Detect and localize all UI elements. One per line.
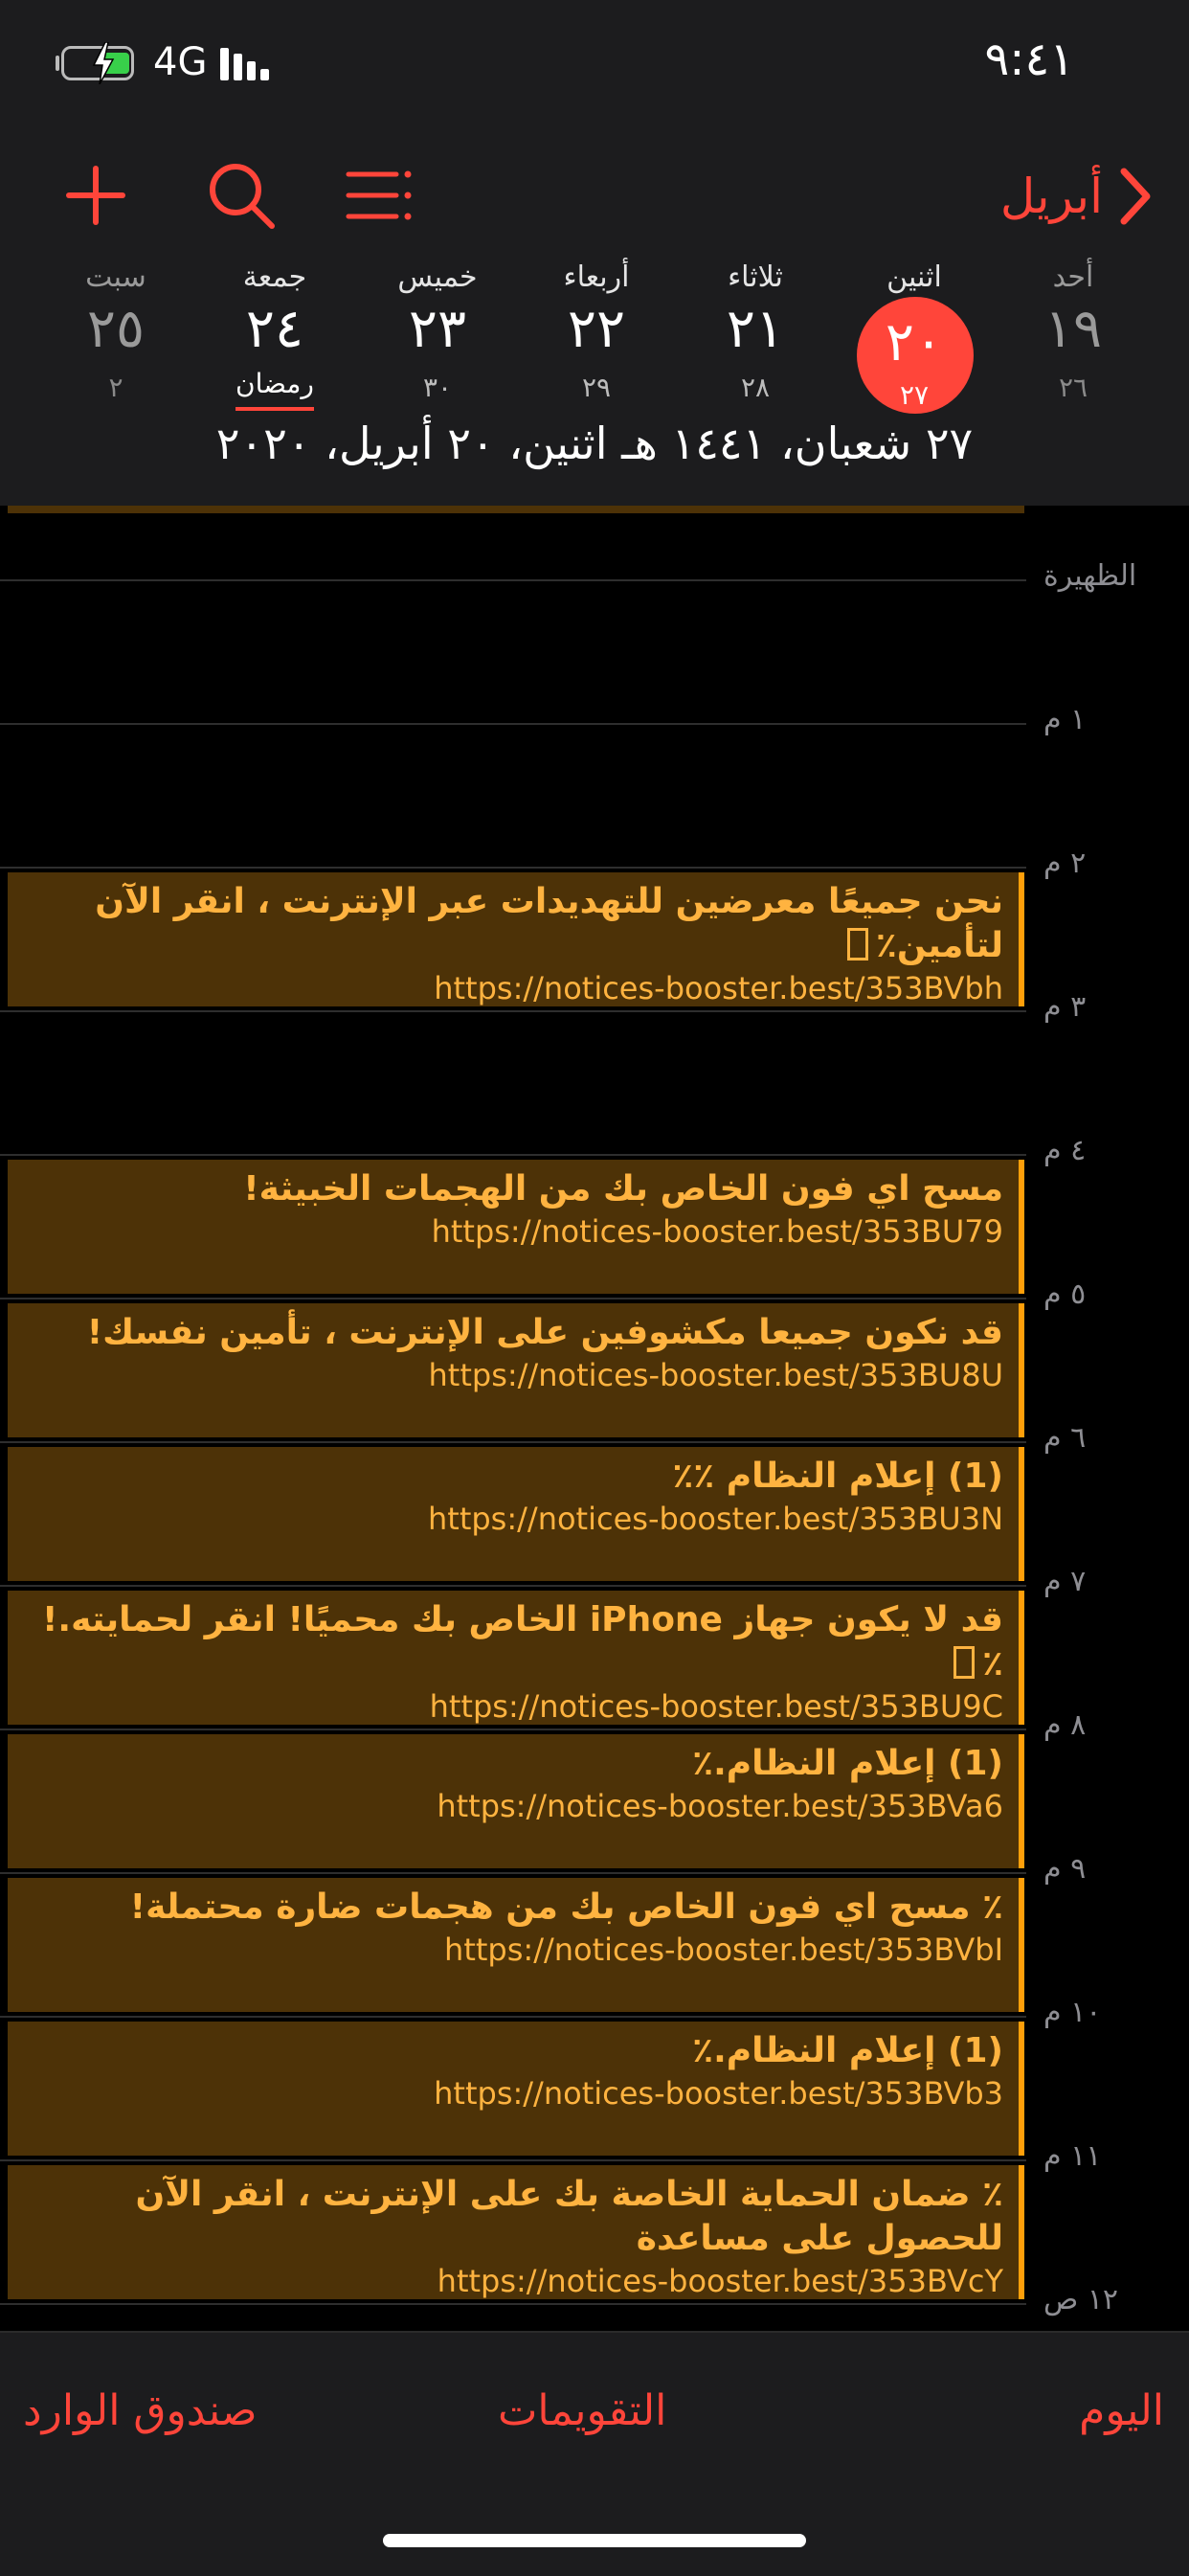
chevron-right-icon[interactable] [1116,166,1155,227]
home-indicator[interactable] [383,2534,806,2547]
calendar-event[interactable] [8,1878,1024,2012]
hour-label: ٤ م [1043,1134,1087,1167]
day-name: أربعاء [563,260,630,294]
hour-line [0,1585,1026,1587]
tab-today[interactable]: اليوم [1079,2386,1164,2435]
hour-line [0,579,1026,581]
event-url: https://notices-booster.best/353BU79 [431,1213,1003,1250]
signal-bars-icon [220,48,278,80]
day-saturday[interactable] [36,253,195,416]
hour-line [0,723,1026,725]
search-icon[interactable] [203,157,280,234]
hour-line [0,1872,1026,1874]
hour-label: ١١ م [1043,2139,1102,2173]
hour-line [0,2303,1026,2305]
calendar-event[interactable] [8,2165,1024,2299]
hour-label: ٩ م [1043,1852,1087,1886]
month-label: أبريل [999,169,1103,224]
hour-label: ٥ م [1043,1277,1087,1311]
event-title: قد نكون جميعا مكشوفين على الإنترنت ، تأمين نفسك! [86,1313,1003,1352]
hour-line [0,1010,1026,1012]
hour-line [0,1729,1026,1730]
event-url: https://notices-booster.best/353BVb3 [434,2075,1003,2112]
event-url: https://notices-booster.best/353BU8U [428,1357,1003,1393]
hour-label: ٧ م [1043,1565,1087,1598]
calendar-header [0,134,1189,506]
day-thursday[interactable] [358,253,517,416]
hour-line [0,1441,1026,1443]
calendar-event[interactable] [8,1591,1024,1725]
day-name: جمعة [242,260,307,294]
hour-label: ٣ م [1043,990,1087,1024]
event-url: https://notices-booster.best/353BU9C [429,1688,1003,1725]
status-bar [0,0,1189,134]
week-day-row [0,253,1189,416]
day-hijri-month: رمضان [236,368,314,411]
missing-glyph-box [847,928,868,960]
day-number: ١٩ [1043,298,1103,360]
day-monday-selected[interactable] [835,253,994,416]
hour-line [0,1298,1026,1299]
day-name: ثلاثاء [728,260,783,294]
day-hijri: ٢٨ [740,372,771,403]
network-type: 4G [153,40,208,84]
day-sunday[interactable] [994,253,1153,416]
day-name: سبت [85,260,146,294]
day-hijri: ٢٧ [899,379,930,411]
selected-date-line: ٢٧ شعبان، ١٤٤١ هـ اثنين، ٢٠ أبريل، ٢٠٢٠ [215,418,974,469]
hour-line [0,2016,1026,2018]
hour-label: ١٢ ص [1043,2283,1119,2316]
event-url: https://notices-booster.best/353BVcY [437,2263,1003,2299]
day-number: ٢٠ [885,311,944,373]
event-title: (1) إعلام النظام.٪ [692,1744,1003,1783]
day-number: ٢١ [726,298,785,360]
day-friday[interactable] [195,253,354,416]
day-tuesday[interactable] [676,253,835,416]
add-icon[interactable] [57,157,134,234]
list-icon[interactable] [341,157,417,234]
charging-bolt-icon [92,42,115,84]
day-name: اثنين [886,260,942,294]
day-timeline[interactable] [0,506,1189,2331]
hour-label: ٦ م [1043,1421,1087,1455]
hour-line [0,867,1026,869]
event-title: (1) إعلام النظام ٪٪ [672,1457,1003,1496]
day-number: ٢٤ [245,298,304,360]
event-url: https://notices-booster.best/353BVbh [434,970,1003,1006]
event-title: ٪ ضمان الحماية الخاصة بك على الإنترنت ، انقر الآن للحصول على مساعدة [135,2175,1003,2258]
status-time: ٩:٤١ [984,33,1074,86]
event-url: https://notices-booster.best/353BVa6 [437,1788,1003,1824]
day-name: خميس [397,260,478,294]
calendar-event[interactable] [8,1447,1024,1581]
calendar-event[interactable] [8,872,1024,1006]
ramadan-marker [195,368,354,411]
event-title: ٪ مسح اي فون الخاص بك من هجمات ضارة محتملة! [129,1887,1003,1927]
hour-label: ١٠ م [1043,1996,1102,2029]
calendar-event[interactable] [8,1303,1024,1437]
missing-glyph-box [953,1646,975,1679]
event-url: https://notices-booster.best/353BU3N [427,1501,1003,1537]
day-name: أحد [1052,260,1094,294]
day-number: ٢٣ [408,298,467,360]
calendar-event[interactable] [8,1734,1024,1868]
hour-label: الظهيرة [1043,559,1137,593]
tab-calendars[interactable]: التقويمات [498,2386,667,2435]
event-title: نحن جميعًا معرضين للتهديدات عبر الإنترنت ، انقر الآن لتأمين٪ [95,882,1003,965]
calendar-event[interactable] [8,1160,1024,1294]
day-hijri: ٣٠ [422,372,453,403]
event-title: قد لا يكون جهاز iPhone الخاص بك محميًا! انقر لحمايته.! ٪ [41,1600,1003,1683]
event-continuation[interactable] [8,506,1024,513]
hour-line [0,2159,1026,2161]
day-number: ٢٢ [567,298,626,360]
event-title: (1) إعلام النظام.٪ [692,2031,1003,2070]
day-wednesday[interactable] [517,253,676,416]
month-nav[interactable] [1000,163,1155,230]
hour-label: ١ م [1043,703,1087,736]
day-hijri: ٢٦ [1058,372,1088,403]
calendar-event[interactable] [8,2022,1024,2156]
hour-label: ٢ م [1043,847,1087,880]
day-hijri: ٢٩ [581,372,612,403]
hour-label: ٨ م [1043,1708,1087,1742]
day-hijri: ٢ [108,372,123,403]
day-number: ٢٥ [86,298,146,360]
hour-line [0,1154,1026,1156]
event-title: مسح اي فون الخاص بك من الهجمات الخبيثة! [243,1169,1003,1209]
tab-inbox[interactable]: صندوق الوارد [23,2386,258,2435]
battery-tip [56,56,59,71]
event-url: https://notices-booster.best/353BVbI [444,1932,1003,1968]
